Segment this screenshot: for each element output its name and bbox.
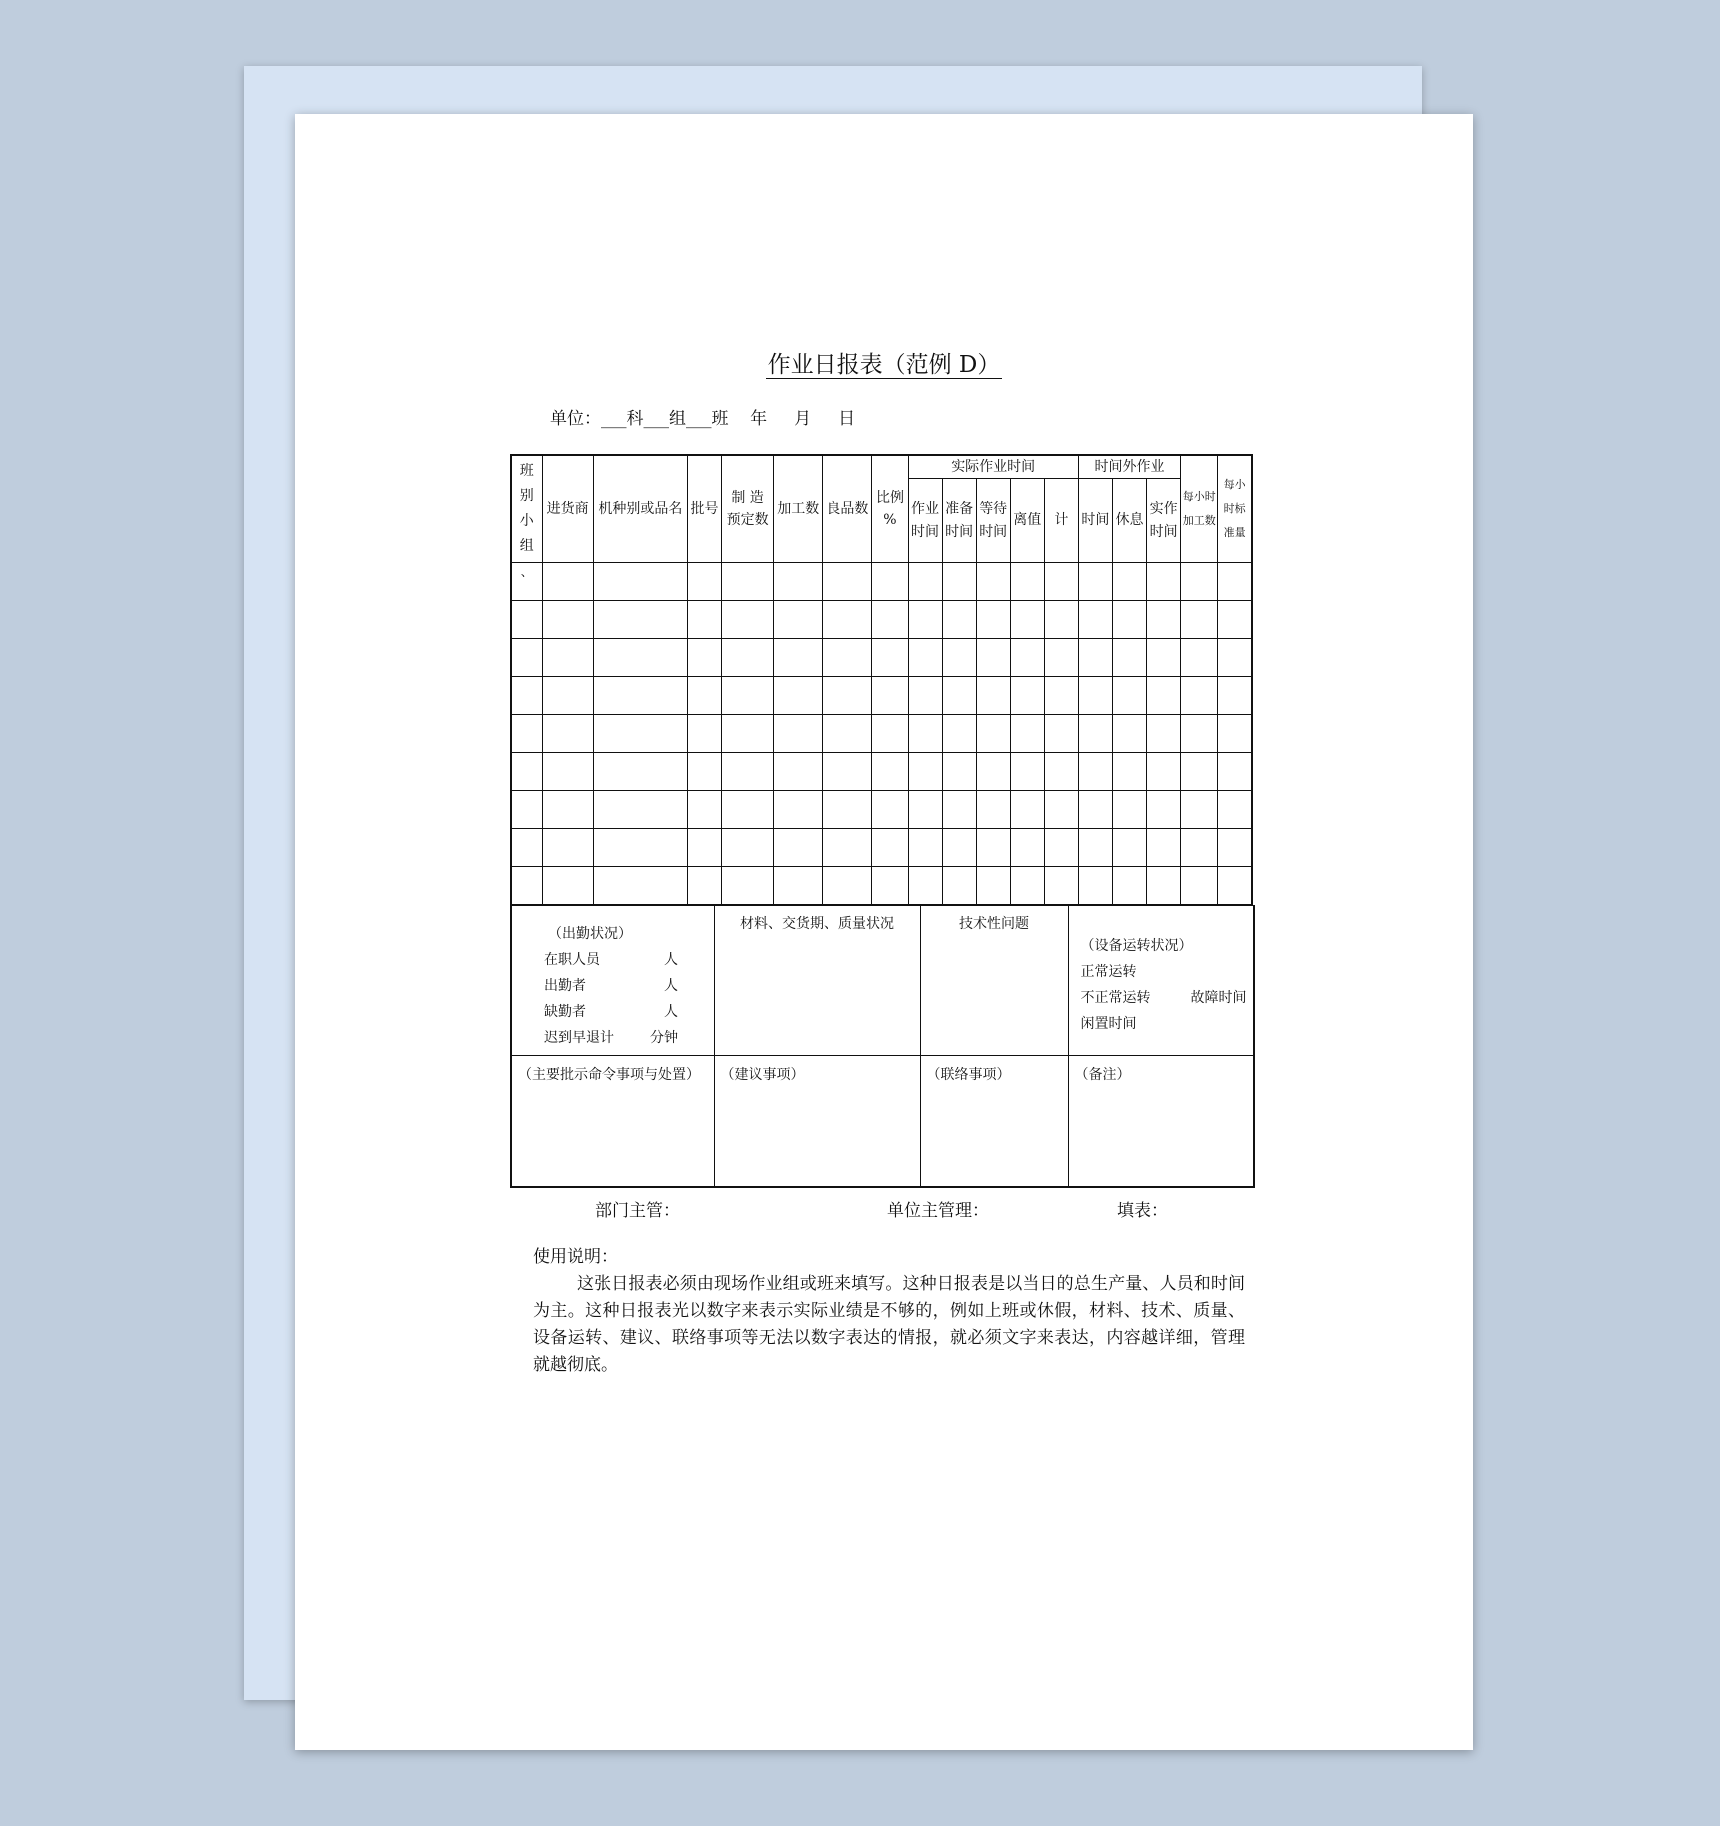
usage-notes (533, 1244, 1245, 1379)
table-cell[interactable] (1078, 715, 1112, 753)
table-cell[interactable] (942, 715, 976, 753)
table-cell[interactable] (511, 715, 542, 753)
attendance-cell (511, 905, 714, 1056)
table-cell[interactable] (976, 867, 1010, 906)
usage-body: 这张日报表必须由现场作业组或班来填写。这种日报表是以当日的总生产量、人员和时间为主。这种日报表光以数字来表示实际业绩是不够的，例如上班或休假，材料、技术、质量、设备运转、建议、联络事项等无法以数字表达的情报，就必须文字来表达，内容越详细，管理就越彻底。 (533, 1274, 1245, 1375)
page-title: 作业日报表（范例 D） (767, 352, 1001, 378)
table-cell[interactable] (908, 829, 942, 867)
table-cell[interactable] (1078, 639, 1112, 677)
materials-heading: 材料、交货期、质量状况 (740, 916, 894, 932)
table-cell[interactable] (593, 791, 687, 829)
absent-label: 缺勤者 (544, 1004, 586, 1020)
table-cell[interactable] (872, 639, 908, 677)
filled-by-label: 填表： (1117, 1201, 1168, 1221)
table-cell[interactable] (511, 601, 542, 639)
table-cell[interactable] (722, 639, 774, 677)
table-cell[interactable] (1147, 791, 1181, 829)
table-cell[interactable] (1044, 867, 1078, 906)
late-early-unit: 分钟 (650, 1030, 678, 1046)
table-cell[interactable] (722, 715, 774, 753)
table-cell[interactable] (908, 753, 942, 791)
table-cell[interactable] (1218, 715, 1252, 753)
table-cell[interactable] (774, 601, 823, 639)
table-cell[interactable] (823, 715, 872, 753)
instructions-heading: （主要批示命令事项与处置） (518, 1067, 700, 1083)
header-actual-time-group: 实际作业时间 (908, 455, 1078, 479)
table-cell[interactable] (872, 677, 908, 715)
table-cell[interactable] (942, 639, 976, 677)
table-cell[interactable] (872, 563, 908, 601)
table-row (511, 753, 1252, 791)
table-cell[interactable] (542, 791, 593, 829)
table-cell[interactable] (774, 677, 823, 715)
table-cell[interactable] (1147, 829, 1181, 867)
table-cell[interactable] (1010, 677, 1044, 715)
table-cell[interactable] (774, 791, 823, 829)
absent-unit: 人 (664, 1004, 678, 1020)
table-cell[interactable] (872, 601, 908, 639)
table-cell[interactable] (942, 829, 976, 867)
table-cell[interactable] (823, 563, 872, 601)
header-ot-rest: 休息 (1112, 479, 1146, 563)
notes-table (510, 905, 1255, 1188)
table-cell[interactable] (1010, 639, 1044, 677)
table-cell[interactable] (1078, 677, 1112, 715)
table-cell[interactable] (1044, 601, 1078, 639)
table-cell[interactable] (722, 563, 774, 601)
table-cell[interactable] (542, 677, 593, 715)
table-cell[interactable] (722, 677, 774, 715)
table-cell[interactable] (942, 753, 976, 791)
table-cell[interactable] (511, 791, 542, 829)
table-cell[interactable] (976, 639, 1010, 677)
header-per-hour-processed: 每小时 加工数 (1181, 455, 1218, 563)
table-cell[interactable] (593, 829, 687, 867)
suggestions-heading: （建议事项） (720, 1067, 805, 1083)
table-cell[interactable] (1044, 753, 1078, 791)
table-cell[interactable] (976, 601, 1010, 639)
table-cell[interactable] (687, 715, 721, 753)
table-cell[interactable] (908, 563, 942, 601)
table-cell[interactable] (1181, 753, 1218, 791)
header-group: 班 别 小 组 (511, 455, 542, 563)
table-cell[interactable] (1181, 639, 1218, 677)
table-cell[interactable] (823, 829, 872, 867)
table-cell[interactable] (1112, 601, 1146, 639)
table-cell[interactable] (1044, 639, 1078, 677)
table-cell[interactable] (1010, 563, 1044, 601)
table-cell[interactable] (1044, 715, 1078, 753)
table-cell[interactable] (593, 677, 687, 715)
table-cell[interactable] (1112, 791, 1146, 829)
table-cell[interactable] (593, 639, 687, 677)
header-ot-actual: 实作 时间 (1147, 479, 1181, 563)
table-cell[interactable] (1078, 829, 1112, 867)
table-cell[interactable] (1010, 601, 1044, 639)
table-cell[interactable] (942, 601, 976, 639)
table-cell[interactable] (1147, 867, 1181, 906)
table-cell[interactable] (872, 715, 908, 753)
on-staff-unit: 人 (664, 952, 678, 968)
table-cell[interactable] (1181, 715, 1218, 753)
table-cell[interactable] (976, 715, 1010, 753)
table-row (511, 715, 1252, 753)
table-cell[interactable] (593, 715, 687, 753)
table-cell[interactable] (1112, 867, 1146, 906)
dept-supervisor-label: 部门主管： (595, 1201, 680, 1221)
table-cell[interactable] (1147, 677, 1181, 715)
table-cell[interactable] (774, 829, 823, 867)
table-cell[interactable] (687, 867, 721, 906)
table-cell[interactable] (774, 753, 823, 791)
table-cell[interactable] (1112, 639, 1146, 677)
table-cell[interactable]: 、 (511, 563, 542, 601)
header-machine-product: 机种别或品名 (593, 455, 687, 563)
table-cell[interactable] (1010, 715, 1044, 753)
table-cell[interactable] (823, 639, 872, 677)
table-row (511, 867, 1252, 906)
table-cell[interactable] (872, 829, 908, 867)
table-cell[interactable] (872, 791, 908, 829)
materials-cell (714, 905, 920, 1056)
table-cell[interactable] (1044, 563, 1078, 601)
table-cell[interactable] (1181, 829, 1218, 867)
table-cell[interactable] (1044, 791, 1078, 829)
table-cell[interactable] (1112, 715, 1146, 753)
table-cell[interactable] (976, 791, 1010, 829)
table-cell[interactable] (1010, 829, 1044, 867)
table-cell[interactable] (722, 829, 774, 867)
equipment-downtime: 故障时间 (1190, 990, 1247, 1006)
table-cell[interactable] (1078, 791, 1112, 829)
attendance-heading: （出勤状况） (548, 926, 632, 942)
table-cell[interactable] (976, 677, 1010, 715)
table-cell[interactable] (593, 753, 687, 791)
table-cell[interactable] (1147, 563, 1181, 601)
table-cell[interactable] (687, 677, 721, 715)
table-cell[interactable] (1218, 677, 1252, 715)
instructions-cell (511, 1056, 714, 1188)
equipment-normal: 正常运转 (1080, 964, 1137, 980)
document-page (295, 114, 1473, 1750)
table-cell[interactable] (942, 563, 976, 601)
unit-supervisor-label: 单位主管理： (887, 1201, 989, 1221)
table-cell[interactable] (1181, 677, 1218, 715)
present-label: 出勤者 (544, 978, 586, 994)
header-away: 离值 (1010, 479, 1044, 563)
header-wait-time: 等待 时间 (976, 479, 1010, 563)
table-cell[interactable] (823, 677, 872, 715)
table-cell[interactable] (1181, 601, 1218, 639)
table-cell[interactable] (1218, 639, 1252, 677)
table-cell[interactable] (872, 867, 908, 906)
table-cell[interactable] (976, 563, 1010, 601)
table-cell[interactable] (722, 791, 774, 829)
header-work-time: 作业 时间 (908, 479, 942, 563)
present-unit: 人 (664, 978, 678, 994)
table-cell[interactable] (542, 753, 593, 791)
header-ot-time: 时间 (1078, 479, 1112, 563)
table-cell[interactable] (1078, 753, 1112, 791)
table-cell[interactable] (542, 639, 593, 677)
table-cell[interactable] (1112, 753, 1146, 791)
table-cell[interactable] (1078, 563, 1112, 601)
table-row (511, 601, 1252, 639)
equipment-abnormal: 不正常运转 (1080, 990, 1151, 1006)
table-cell[interactable] (1218, 753, 1252, 791)
table-cell[interactable] (687, 601, 721, 639)
table-cell[interactable] (908, 791, 942, 829)
equipment-cell (1068, 905, 1254, 1056)
remarks-cell (1068, 1056, 1254, 1188)
table-cell[interactable] (542, 829, 593, 867)
table-cell[interactable] (908, 715, 942, 753)
table-cell[interactable] (1078, 867, 1112, 906)
table-cell[interactable] (942, 677, 976, 715)
table-cell[interactable] (593, 601, 687, 639)
table-cell[interactable] (542, 715, 593, 753)
usage-heading: 使用说明： (533, 1247, 618, 1267)
header-overtime-group: 时间外作业 (1078, 455, 1180, 479)
table-cell[interactable] (542, 563, 593, 601)
on-staff-label: 在职人员 (544, 952, 600, 968)
table-row (511, 563, 1252, 601)
table-cell[interactable] (823, 867, 872, 906)
table-cell[interactable] (976, 753, 1010, 791)
header-supplier: 进货商 (542, 455, 593, 563)
table-cell[interactable] (542, 601, 593, 639)
table-cell[interactable] (687, 753, 721, 791)
header-batch: 批号 (687, 455, 721, 563)
table-cell[interactable] (1181, 563, 1218, 601)
table-cell[interactable] (511, 829, 542, 867)
table-cell[interactable] (1010, 867, 1044, 906)
table-cell[interactable] (1147, 601, 1181, 639)
table-cell[interactable] (722, 867, 774, 906)
table-row (511, 639, 1252, 677)
technical-heading: 技术性问题 (959, 916, 1029, 932)
table-cell[interactable] (1147, 753, 1181, 791)
header-good-qty: 良品数 (823, 455, 872, 563)
remarks-heading: （备注） (1074, 1067, 1131, 1083)
header-per-hour-standard: 每小 时标 准量 (1218, 455, 1252, 563)
header-planned-qty: 制 造 预定数 (722, 455, 774, 563)
table-row (511, 791, 1252, 829)
table-cell[interactable] (687, 791, 721, 829)
table-cell[interactable] (908, 677, 942, 715)
table-cell[interactable] (1078, 601, 1112, 639)
table-cell[interactable] (1010, 791, 1044, 829)
table-cell[interactable] (1218, 791, 1252, 829)
table-cell[interactable] (722, 601, 774, 639)
table-cell[interactable] (872, 753, 908, 791)
table-cell[interactable] (511, 677, 542, 715)
table-cell[interactable] (1218, 867, 1252, 906)
header-total: 计 (1044, 479, 1078, 563)
table-cell[interactable] (908, 601, 942, 639)
table-cell[interactable] (774, 639, 823, 677)
equipment-idle: 闲置时间 (1080, 1016, 1137, 1032)
table-cell[interactable] (1044, 829, 1078, 867)
header-processed-qty: 加工数 (774, 455, 823, 563)
header-ratio: 比例 % (872, 455, 908, 563)
table-cell[interactable] (774, 563, 823, 601)
table-cell[interactable] (1147, 639, 1181, 677)
table-cell[interactable] (1112, 677, 1146, 715)
table-cell[interactable] (774, 867, 823, 906)
suggestions-cell (714, 1056, 920, 1188)
table-cell[interactable] (687, 829, 721, 867)
table-cell[interactable] (1112, 563, 1146, 601)
table-cell[interactable] (511, 867, 542, 906)
liaison-cell (920, 1056, 1068, 1188)
header-prep-time: 准备 时间 (942, 479, 976, 563)
table-cell[interactable] (942, 867, 976, 906)
table-cell[interactable] (823, 791, 872, 829)
table-row (511, 677, 1252, 715)
table-cell[interactable] (722, 753, 774, 791)
table-cell[interactable] (823, 753, 872, 791)
table-cell[interactable] (1010, 753, 1044, 791)
table-cell[interactable] (687, 639, 721, 677)
table-cell[interactable] (687, 563, 721, 601)
table-cell[interactable] (1181, 867, 1218, 906)
equipment-heading: （设备运转状况） (1080, 938, 1193, 954)
table-cell[interactable] (942, 791, 976, 829)
table-cell[interactable] (823, 601, 872, 639)
table-cell[interactable] (908, 867, 942, 906)
table-cell[interactable] (593, 867, 687, 906)
table-row (511, 829, 1252, 867)
late-early-label: 迟到早退计 (544, 1030, 614, 1046)
liaison-heading: （联络事项） (926, 1067, 1011, 1083)
table-cell[interactable] (1181, 791, 1218, 829)
unit-date-line: 单位：___科___组___班 年 月 日 (550, 409, 856, 429)
table-cell[interactable] (908, 639, 942, 677)
table-cell[interactable] (1044, 677, 1078, 715)
table-cell[interactable] (774, 715, 823, 753)
table-cell[interactable] (1218, 601, 1252, 639)
table-cell[interactable] (542, 867, 593, 906)
daily-report-table (510, 454, 1253, 906)
table-cell[interactable] (1112, 829, 1146, 867)
table-cell[interactable] (1147, 715, 1181, 753)
data-rows (511, 563, 1252, 906)
technical-cell (920, 905, 1068, 1056)
table-cell[interactable] (1218, 829, 1252, 867)
table-cell[interactable] (511, 639, 542, 677)
table-cell[interactable] (1218, 563, 1252, 601)
table-cell[interactable] (976, 829, 1010, 867)
table-cell[interactable] (511, 753, 542, 791)
table-cell[interactable] (593, 563, 687, 601)
